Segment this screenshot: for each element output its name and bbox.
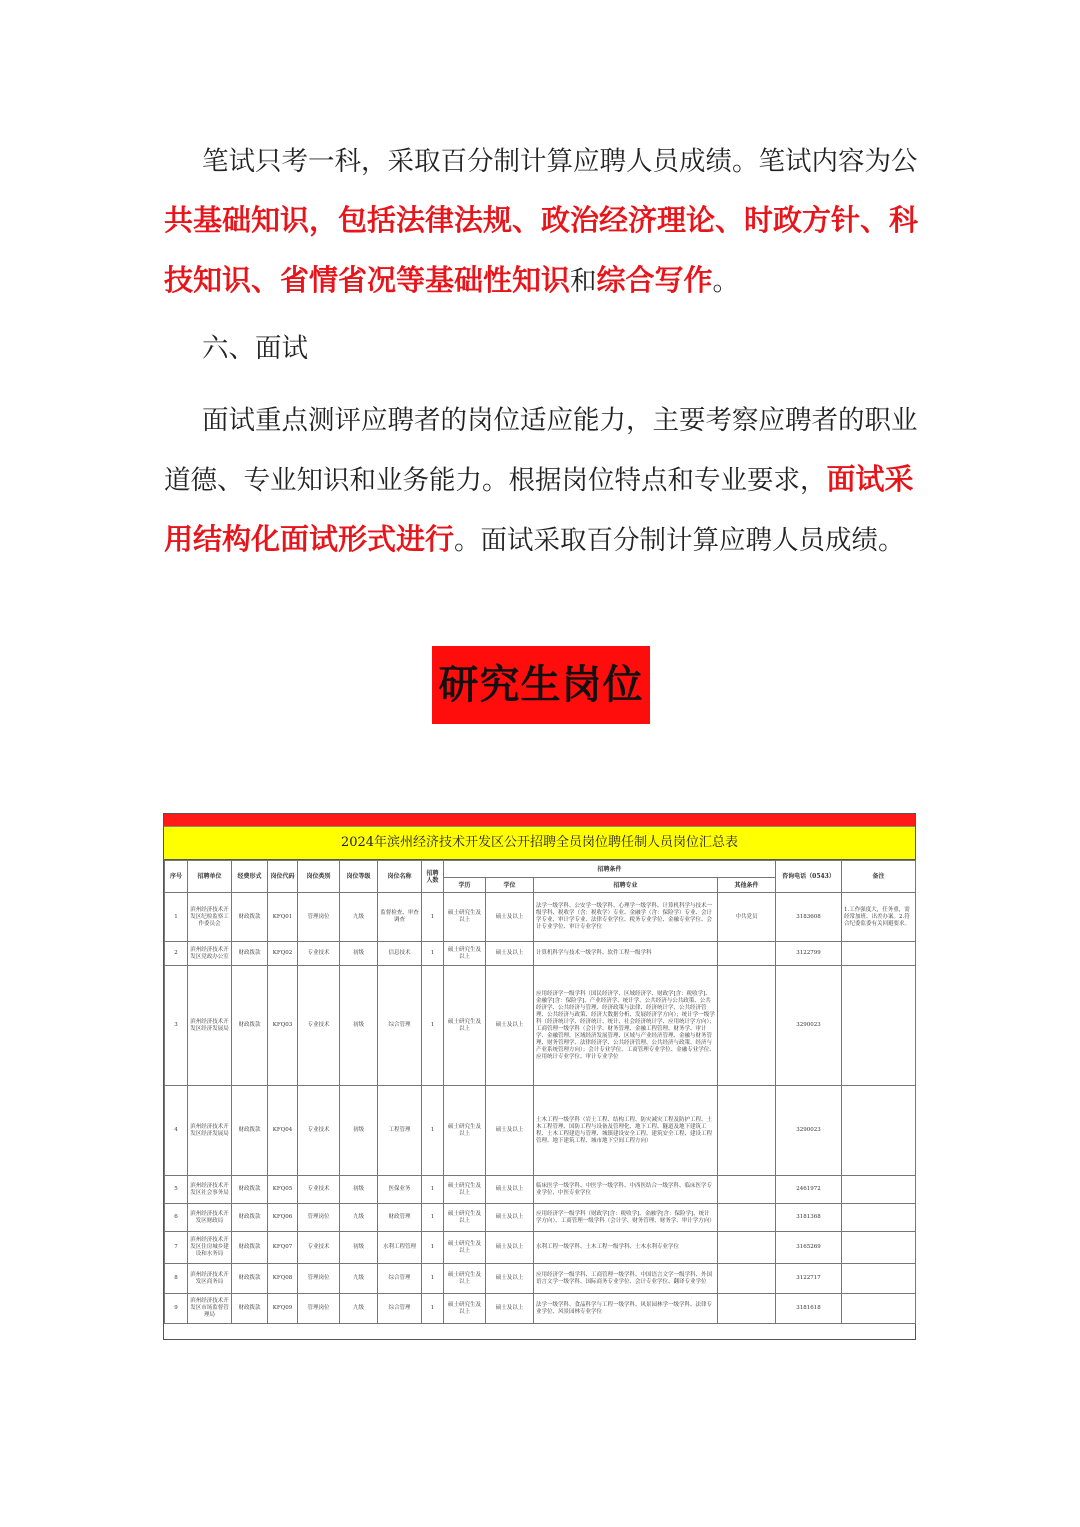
cell-name: 工程管理 <box>378 1086 422 1176</box>
cell-major: 临床医学一级学科、中医学一级学科、中西医结合一级学科、临床医学专业学位、中医专业学位 <box>534 1176 718 1204</box>
cell-unit: 滨州经济技术开发区市场监督管理局 <box>188 1294 232 1324</box>
header-no: 序号 <box>165 861 188 893</box>
table-red-bar <box>164 814 915 826</box>
cell-no: 5 <box>165 1176 188 1204</box>
cell-grade: 初级 <box>340 942 378 966</box>
cell-count: 1 <box>422 966 444 1086</box>
cell-major: 法学一级学科、公安学一级学科、心理学一级学科、计算机科学与技术一级学科、税收学（含：税收学）专业、金融学（含：保险学）专业、会计学专业、审计学专业、法律专业学位、税务专业学位、金融专业学位、会计专业学位、审计专业学位 <box>534 893 718 942</box>
cell-education: 硕士研究生及以上 <box>444 966 486 1086</box>
header-name: 岗位名称 <box>378 861 422 893</box>
written-exam-highlight-a: 共基础知识，包括法律法规、政治经济理论、时政方针、科技知识、省情省况等基础性知识 <box>164 203 919 297</box>
cell-count: 1 <box>422 1176 444 1204</box>
cell-code: KFQ02 <box>268 942 298 966</box>
cell-count: 1 <box>422 1264 444 1294</box>
cell-no: 8 <box>165 1264 188 1294</box>
cell-unit: 滨州经济技术开发区纪检监察工作委员会 <box>188 893 232 942</box>
cell-funding: 财政拨款 <box>232 1086 268 1176</box>
cell-name: 综合管理 <box>378 1264 422 1294</box>
header-degree: 学位 <box>486 878 534 893</box>
cell-no: 3 <box>165 966 188 1086</box>
cell-other <box>718 1264 776 1294</box>
cell-count: 1 <box>422 1294 444 1324</box>
header-phone: 咨询电话（0543） <box>776 861 842 893</box>
cell-no: 4 <box>165 1086 188 1176</box>
cell-unit: 滨州经济技术开发区党政办公室 <box>188 942 232 966</box>
cell-notes: 1.工作强度大，任务重，需经常加班、出差办案。2.符合纪委监委有关回避要求。 <box>842 893 916 942</box>
cell-name: 综合管理 <box>378 966 422 1086</box>
interview-paragraph <box>164 392 924 570</box>
table-row <box>165 1264 916 1294</box>
cell-other <box>718 1086 776 1176</box>
cell-grade: 九级 <box>340 1294 378 1324</box>
cell-category: 专业技术 <box>298 1176 340 1204</box>
cell-notes <box>842 1294 916 1324</box>
cell-category: 管理岗位 <box>298 1204 340 1232</box>
cell-code: KFQ09 <box>268 1294 298 1324</box>
header-unit: 招聘单位 <box>188 861 232 893</box>
cell-other: 中共党员 <box>718 893 776 942</box>
cell-name: 医保业务 <box>378 1176 422 1204</box>
cell-phone: 3183608 <box>776 893 842 942</box>
cell-degree: 硕士及以上 <box>486 893 534 942</box>
cell-code: KFQ07 <box>268 1232 298 1264</box>
cell-education: 硕士研究生及以上 <box>444 1264 486 1294</box>
cell-code: KFQ04 <box>268 1086 298 1176</box>
cell-unit: 滨州经济技术开发区社会事务局 <box>188 1176 232 1204</box>
table-row <box>165 893 916 942</box>
cell-funding: 财政拨款 <box>232 1176 268 1204</box>
header-category: 岗位类别 <box>298 861 340 893</box>
cell-grade: 初级 <box>340 966 378 1086</box>
cell-major: 法学一级学科、食品科学与工程一级学科、风景园林学一级学科、法律专业学位、风景园林专业学位 <box>534 1294 718 1324</box>
cell-education: 硕士研究生及以上 <box>444 1176 486 1204</box>
cell-grade: 九级 <box>340 1264 378 1294</box>
cell-code: KFQ03 <box>268 966 298 1086</box>
header-major: 招聘专业 <box>534 878 718 893</box>
cell-unit: 滨州经济技术开发区经济发展局 <box>188 1086 232 1176</box>
header-education: 学历 <box>444 878 486 893</box>
header-funding: 经费形式 <box>232 861 268 893</box>
cell-funding: 财政拨款 <box>232 966 268 1086</box>
cell-degree: 硕士及以上 <box>486 1264 534 1294</box>
cell-funding: 财政拨款 <box>232 1294 268 1324</box>
table-body <box>165 893 916 1324</box>
cell-major: 应用经济学一级学科（财政学[含：税收学]、金融学[含：保险学]、统计学方向）、工商管理一级学科（会计学、财务管理、财务学、审计学方向） <box>534 1204 718 1232</box>
header-count: 招聘人数 <box>422 861 444 893</box>
cell-notes <box>842 966 916 1086</box>
cell-notes <box>842 1176 916 1204</box>
cell-name: 信息技术 <box>378 942 422 966</box>
cell-major: 土木工程一级学科（岩土工程、结构工程、防灾减灾工程及防护工程、土木工程管理、国防工程与设备及管理化、地下工程、隧道及地下建筑工程、土木工程建造与管理、城镇建设安全工程、建筑安全工程、建设工程管理、地下建筑工程、城市地下空间工程方向） <box>534 1086 718 1176</box>
cell-code: KFQ01 <box>268 893 298 942</box>
cell-category: 专业技术 <box>298 1086 340 1176</box>
cell-notes <box>842 942 916 966</box>
cell-other <box>718 1232 776 1264</box>
cell-degree: 硕士及以上 <box>486 1086 534 1176</box>
cell-category: 管理岗位 <box>298 893 340 942</box>
cell-count: 1 <box>422 1204 444 1232</box>
cell-grade: 初级 <box>340 1176 378 1204</box>
cell-funding: 财政拨款 <box>232 893 268 942</box>
cell-category: 管理岗位 <box>298 1264 340 1294</box>
cell-name: 水利工程管理 <box>378 1232 422 1264</box>
header-code: 岗位代码 <box>268 861 298 893</box>
cell-code: KFQ06 <box>268 1204 298 1232</box>
cell-grade: 九级 <box>340 1204 378 1232</box>
positions-table-image <box>163 813 916 1340</box>
cell-grade: 初级 <box>340 1232 378 1264</box>
cell-count: 1 <box>422 1086 444 1176</box>
cell-name: 财政管理 <box>378 1204 422 1232</box>
cell-phone: 3290023 <box>776 1086 842 1176</box>
cell-code: KFQ08 <box>268 1264 298 1294</box>
header-notes: 备注 <box>842 861 916 893</box>
cell-degree: 硕士及以上 <box>486 942 534 966</box>
cell-funding: 财政拨款 <box>232 942 268 966</box>
cell-category: 管理岗位 <box>298 1294 340 1324</box>
cell-notes <box>842 1264 916 1294</box>
cell-other <box>718 1294 776 1324</box>
cell-other <box>718 942 776 966</box>
cell-unit: 滨州经济技术开发区住房城乡建设和水务局 <box>188 1232 232 1264</box>
cell-major: 应用经济学一级学科（国民经济学、区域经济学、财政学[含：税收学]、金融学[含：保险学]、产业经济学、统计学、公共经济与公共政策、公共经济学、公共经济与管理、经济政策与法律、经济统计学、公共经济管理、公共经济与政策、经济大数据分析、发展经济学方向）；统计学一级学科（经济统计学、经济统计、统计、社会经济统计学、应用统计学方向）；工商管理一级学科（会计学、财务管理、金融工程管理、财务学、审计学、金融管理、区域经济发展管理、区域与产业经济管理、金融与财务管理、财务管理学、法律经济学、公共经济管理、公共经济与政策、经济与产业系统管理方向）；会计专业学位、工商管理专业学位、金融专业学位、应用统计专业学位、审计专业学位 <box>534 966 718 1086</box>
header-other: 其他条件 <box>718 878 776 893</box>
cell-unit: 滨州经济技术开发区商务局 <box>188 1264 232 1294</box>
table-row <box>165 942 916 966</box>
cell-name: 综合管理 <box>378 1294 422 1324</box>
cell-degree: 硕士及以上 <box>486 966 534 1086</box>
cell-education: 硕士研究生及以上 <box>444 893 486 942</box>
cell-major: 水利工程一级学科、土木工程一级学科、土木水利专业学位 <box>534 1232 718 1264</box>
cell-degree: 硕士及以上 <box>486 1294 534 1324</box>
cell-code: KFQ05 <box>268 1176 298 1204</box>
cell-notes <box>842 1232 916 1264</box>
header-conditions: 招聘条件 <box>444 861 776 878</box>
cell-major: 应用经济学一级学科、工商管理一级学科、中国语言文学一级学科、外国语言文学一级学科、国际商务专业学位、会计专业学位、翻译专业学位 <box>534 1264 718 1294</box>
cell-unit: 滨州经济技术开发区经济发展局 <box>188 966 232 1086</box>
cell-notes <box>842 1204 916 1232</box>
table-row <box>165 1294 916 1324</box>
written-exam-text-b: 和 <box>570 266 597 297</box>
cell-category: 专业技术 <box>298 966 340 1086</box>
cell-education: 硕士研究生及以上 <box>444 942 486 966</box>
cell-degree: 硕士及以上 <box>486 1204 534 1232</box>
cell-education: 硕士研究生及以上 <box>444 1086 486 1176</box>
cell-grade: 初级 <box>340 1086 378 1176</box>
cell-other <box>718 1176 776 1204</box>
cell-phone: 3122799 <box>776 942 842 966</box>
cell-other <box>718 1204 776 1232</box>
cell-grade: 九级 <box>340 893 378 942</box>
cell-count: 1 <box>422 893 444 942</box>
cell-no: 1 <box>165 893 188 942</box>
written-exam-text-a: 笔试只考一科，采取百分制计算应聘人员成绩。笔试内容为公 <box>202 146 918 177</box>
cell-phone: 3290023 <box>776 966 842 1086</box>
cell-notes <box>842 1086 916 1176</box>
table-row <box>165 1176 916 1204</box>
interview-text-a: 面试重点测评应聘者的岗位适应能力，主要考察应聘者的职业道德、专业知识和业务能力。根据岗位特点和专业要求， <box>164 405 918 496</box>
graduate-positions-banner: 研究生岗位 <box>432 646 650 724</box>
cell-unit: 滨州经济技术开发区财政局 <box>188 1204 232 1232</box>
cell-phone: 3122717 <box>776 1264 842 1294</box>
written-exam-text-c: 。 <box>712 266 740 297</box>
cell-phone: 3165269 <box>776 1232 842 1264</box>
table-header-row <box>165 861 916 878</box>
table-row <box>165 966 916 1086</box>
cell-funding: 财政拨款 <box>232 1204 268 1232</box>
interview-heading: 六、面试 <box>202 333 308 364</box>
cell-education: 硕士研究生及以上 <box>444 1294 486 1324</box>
cell-phone: 3181368 <box>776 1204 842 1232</box>
cell-no: 6 <box>165 1204 188 1232</box>
cell-category: 专业技术 <box>298 942 340 966</box>
positions-table <box>164 860 916 1324</box>
cell-funding: 财政拨款 <box>232 1232 268 1264</box>
cell-no: 7 <box>165 1232 188 1264</box>
written-exam-paragraph <box>164 133 924 311</box>
table-row <box>165 1232 916 1264</box>
table-title: 2024年滨州经济技术开发区公开招聘全员岗位聘任制人员岗位汇总表 <box>164 826 915 860</box>
table-row <box>165 1086 916 1176</box>
cell-no: 9 <box>165 1294 188 1324</box>
cell-count: 1 <box>422 942 444 966</box>
cell-funding: 财政拨款 <box>232 1264 268 1294</box>
cell-degree: 硕士及以上 <box>486 1232 534 1264</box>
cell-phone: 3181618 <box>776 1294 842 1324</box>
cell-education: 硕士研究生及以上 <box>444 1204 486 1232</box>
cell-other <box>718 966 776 1086</box>
cell-phone: 2461972 <box>776 1176 842 1204</box>
header-grade: 岗位等级 <box>340 861 378 893</box>
interview-highlight: 面试采用结构化面试形式进行 <box>164 462 914 556</box>
table-row <box>165 1204 916 1232</box>
written-exam-highlight-b: 综合写作 <box>596 263 713 297</box>
cell-name: 监督检查、审查调查 <box>378 893 422 942</box>
cell-count: 1 <box>422 1232 444 1264</box>
cell-no: 2 <box>165 942 188 966</box>
cell-education: 硕士研究生及以上 <box>444 1232 486 1264</box>
interview-text-b: 。面试采取百分制计算应聘人员成绩。 <box>454 525 905 556</box>
cell-degree: 硕士及以上 <box>486 1176 534 1204</box>
cell-major: 计算机科学与技术一级学科、软件工程一级学科 <box>534 942 718 966</box>
cell-category: 专业技术 <box>298 1232 340 1264</box>
